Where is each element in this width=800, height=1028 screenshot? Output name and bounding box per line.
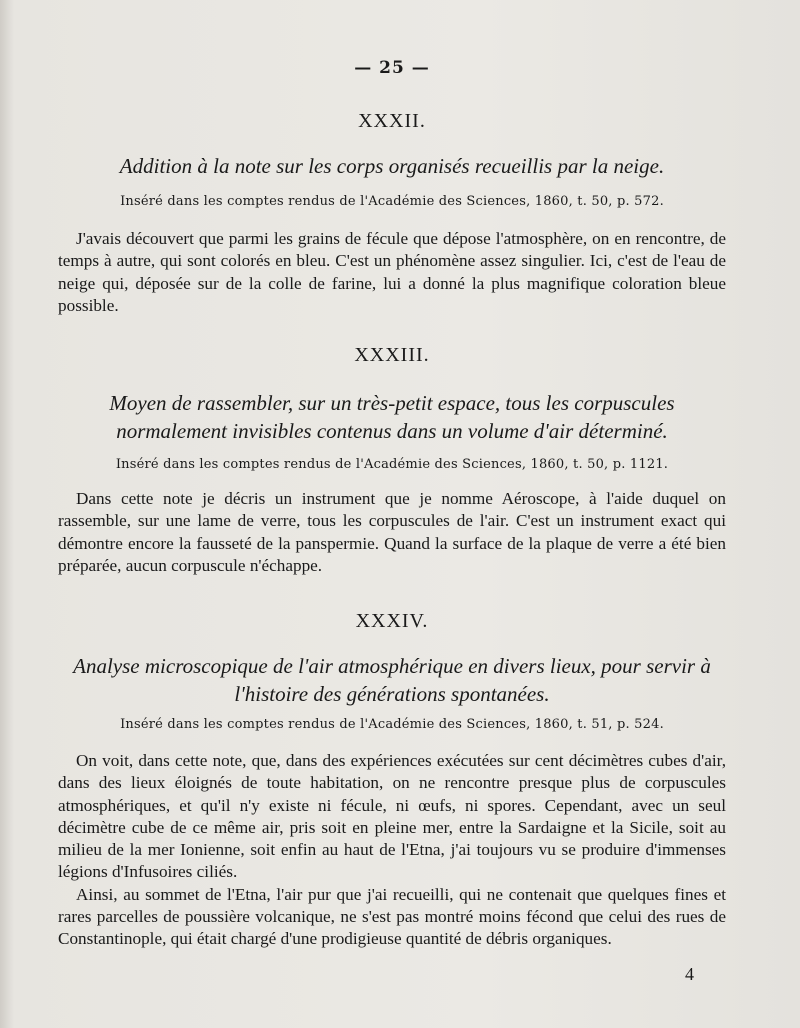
page-number: — 25 — xyxy=(354,58,430,78)
section-reference-xxxii: Inséré dans les comptes rendus de l'Académie des Sciences, 1860, t. 50, p. 572. xyxy=(120,194,664,209)
paragraph: Ainsi, au sommet de l'Etna, l'air pur que j'ai recueilli, qui ne contenait que quelques fines et rares parcelles de poussière volcanique, ne s'est pas montré moins fécond que celui des rues de Constantinople, qui était chargé d'une prodigieuse quantité de débris organiques. xyxy=(58,884,726,949)
section-body-xxxiii xyxy=(58,488,726,577)
paragraph: Dans cette note je décris un instrument que je nomme Aéroscope, à l'aide duquel on rassemble, sur une lame de verre, tous les corpuscules de l'air. C'est un instrument exact qui démontre encore la fausseté de la panspermie. Quand la surface de la plaque de verre a été bien préparée, aucun corpuscule n'échappe. xyxy=(58,489,726,575)
section-number-xxxiii: XXXIII. xyxy=(354,344,430,366)
section-number-xxxii: XXXII. xyxy=(358,110,426,132)
section-title-xxxiii: Moyen de rassembler, sur un très-petit espace, tous les corpuscules normalement invisibles contenus dans un volume d'air déterminé. xyxy=(109,391,675,443)
paragraph: On voit, dans cette note, que, dans des expériences exécutées sur cent décimètres cubes d'air, dans des lieux éloignés de toute habitation, on ne rencontre presque plus de corpuscules atmosphériques, et qu'il n'y existe ni fécule, ni œufs, ni spores. Cependant, avec un seul décimètre cube de ce même air, pris soit en pleine mer, entre la Sardaigne et la Sicile, soit au milieu de la mer Ionienne, soit enfin au haut de l'Etna, j'ai toujours vu se produire d'immenses légions d'Infusoires ciliés. xyxy=(58,751,726,882)
section-reference-xxxiv: Inséré dans les comptes rendus de l'Académie des Sciences, 1860, t. 51, p. 524. xyxy=(120,717,664,732)
section-number-xxxiv: XXXIV. xyxy=(355,610,429,632)
section-reference-xxxiii: Inséré dans les comptes rendus de l'Académie des Sciences, 1860, t. 50, p. 1121. xyxy=(115,457,669,472)
section-title-xxxii: Addition à la note sur les corps organisés recueillis par la neige. xyxy=(119,154,665,178)
section-body-xxxii xyxy=(58,228,726,317)
paragraph: J'avais découvert que parmi les grains de fécule que dépose l'atmosphère, on en rencontre, de temps à autre, qui sont colorés en bleu. C'est un phénomène assez singulier. Ici, c'est de l'eau de neige qui, déposée sur de la colle de farine, lui a donné la plus magnifique coloration bleue possible. xyxy=(58,229,726,315)
section-body-xxxiv xyxy=(58,750,726,951)
signature-mark: 4 xyxy=(685,964,694,984)
section-title-xxxiv: Analyse microscopique de l'air atmosphérique en divers lieux, pour servir à l'histoire des générations spontanées. xyxy=(73,654,711,706)
